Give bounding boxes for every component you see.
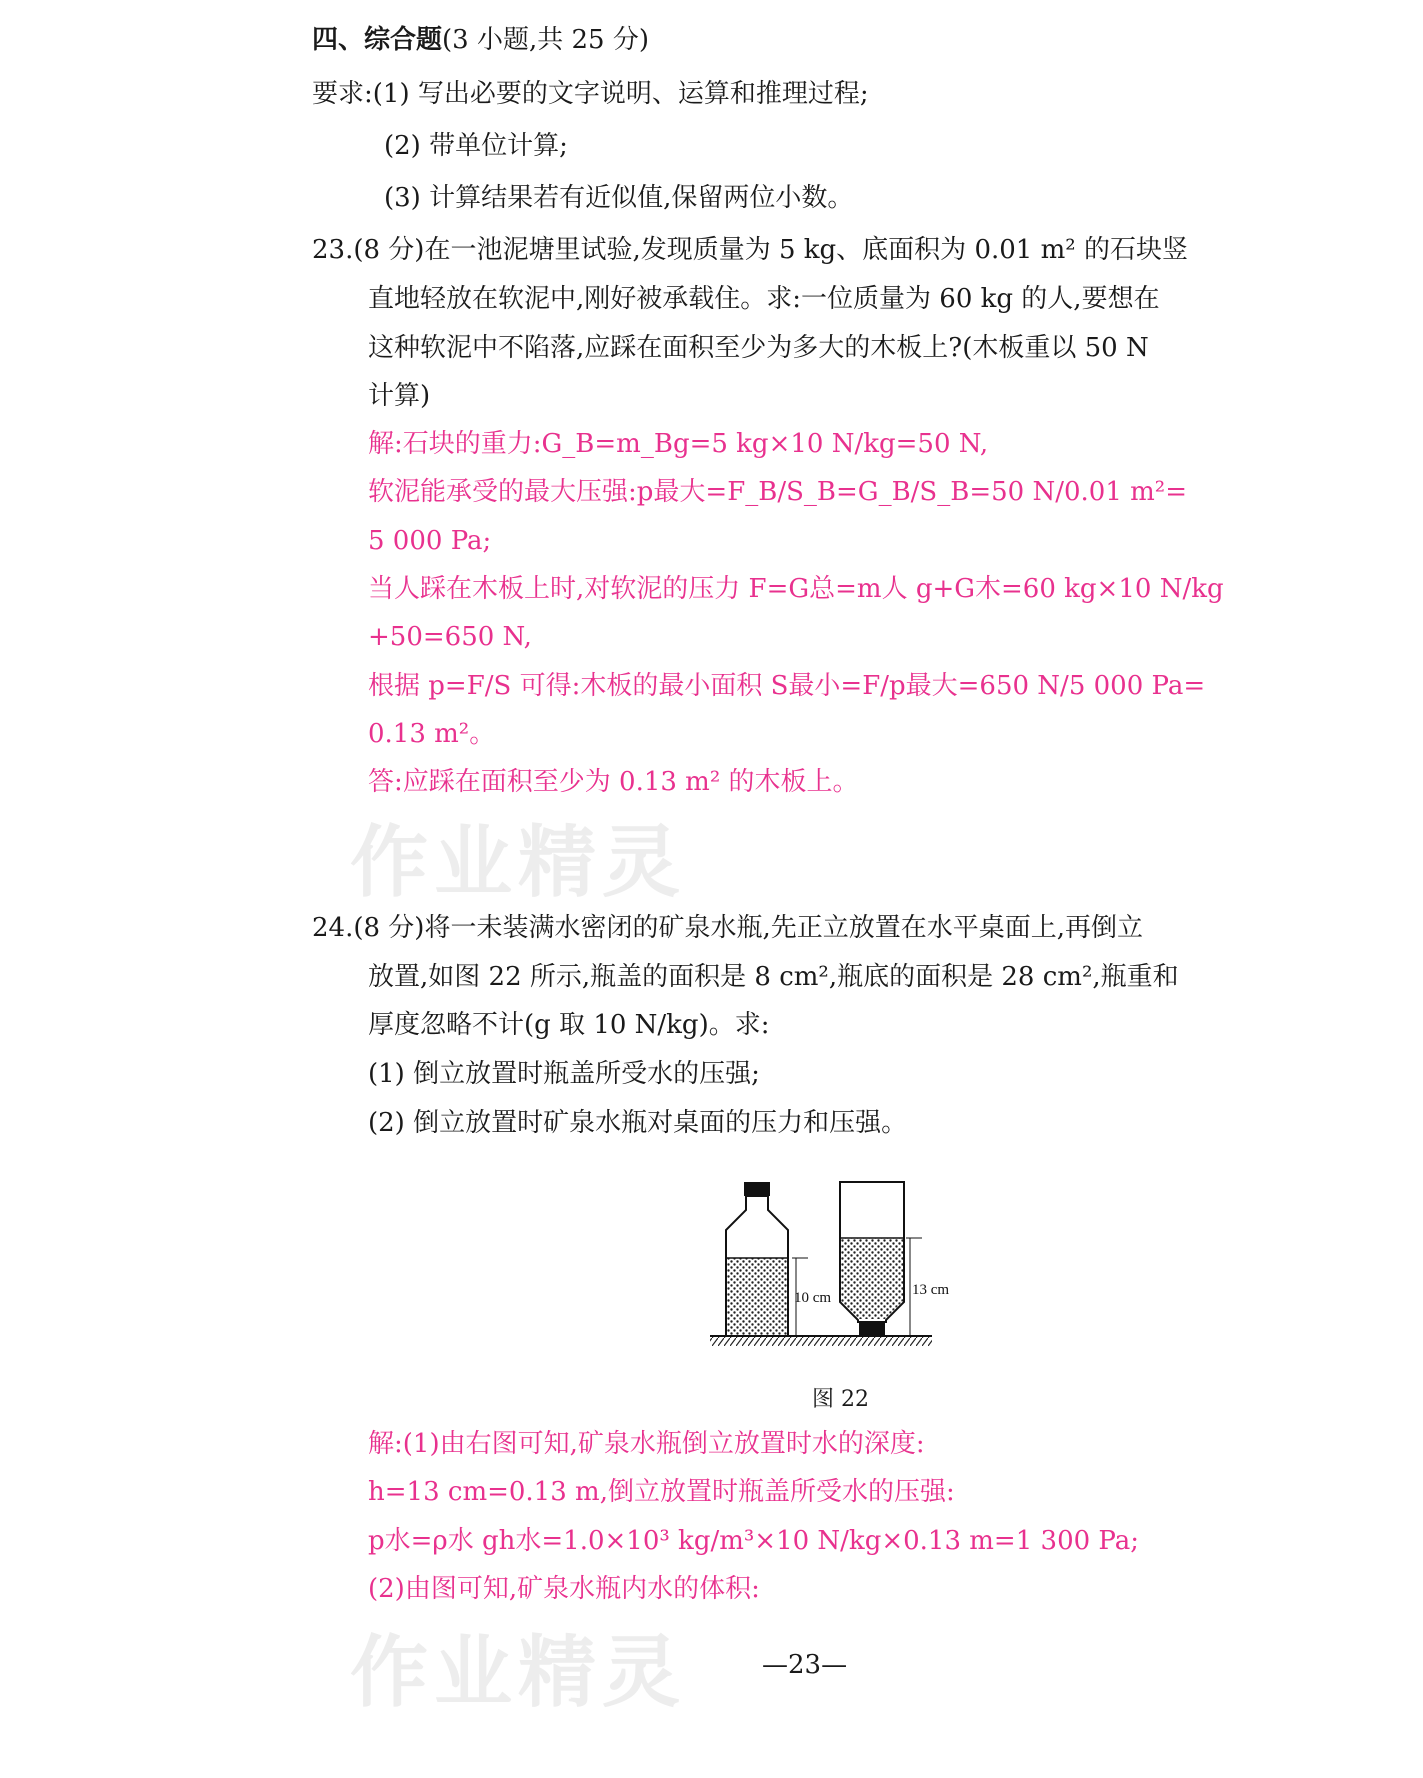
q23-answer-3: 5 000 Pa;: [368, 526, 492, 556]
requirement-2: (2) 带单位计算;: [384, 131, 568, 161]
q23-line-3: 这种软泥中不陷落,应踩在面积至少为多大的木板上?(木板重以 50 N: [368, 333, 1149, 363]
q24-line-5: (2) 倒立放置时矿泉水瓶对桌面的压力和压强。: [368, 1108, 908, 1138]
upright-water: [727, 1258, 787, 1335]
q23-line-1: 23.(8 分)在一池泥塘里试验,发现质量为 5 kg、底面积为 0.01 m² 的石块竖: [312, 235, 1188, 265]
q24-answer-4: (2)由图可知,矿泉水瓶内水的体积:: [368, 1574, 760, 1604]
inverted-water: [841, 1238, 903, 1319]
q23-answer-6: 根据 p=F/S 可得:木板的最小面积 S最小=F/p最大=650 N/5 000 Pa=: [368, 671, 1206, 701]
q23-answer-7: 0.13 m²。: [368, 719, 496, 749]
watermark-bottom: 作业精灵: [350, 1628, 687, 1718]
q24-line-1: 24.(8 分)将一未装满水密闭的矿泉水瓶,先正立放置在水平桌面上,再倒立: [312, 913, 1143, 943]
upright-cap: [744, 1182, 770, 1196]
q23-answer-8: 答:应踩在面积至少为 0.13 m² 的木板上。: [368, 767, 859, 797]
q24-answer-1: 解:(1)由右图可知,矿泉水瓶倒立放置时水的深度:: [368, 1429, 925, 1459]
figure-22-bottles: [700, 1170, 970, 1370]
inverted-cap: [859, 1322, 885, 1336]
q24-line-4: (1) 倒立放置时瓶盖所受水的压强;: [368, 1059, 760, 1089]
q23-answer-5: +50=650 N,: [368, 622, 532, 652]
page-number: —23—: [762, 1650, 848, 1680]
section-header: [312, 24, 649, 56]
section-title: 四、综合题: [312, 25, 443, 55]
label-10cm: 10 cm: [794, 1290, 832, 1306]
label-13cm: 13 cm: [912, 1282, 950, 1298]
q24-line-2: 放置,如图 22 所示,瓶盖的面积是 8 cm²,瓶底的面积是 28 cm²,瓶重和: [368, 962, 1179, 992]
figure-caption: 图 22: [812, 1387, 869, 1412]
section-score: (3 小题,共 25 分): [442, 25, 649, 55]
requirement-3: (3) 计算结果若有近似值,保留两位小数。: [384, 183, 854, 213]
q23-answer-2: 软泥能承受的最大压强:p最大=F_B/S_B=G_B/S_B=50 N/0.01 m²=: [368, 477, 1188, 507]
q24-answer-2: h=13 cm=0.13 m,倒立放置时瓶盖所受水的压强:: [368, 1477, 955, 1507]
q23-line-4: 计算): [368, 381, 431, 411]
q23-answer-1: 解:石块的重力:G_B=m_Bg=5 kg×10 N/kg=50 N,: [368, 429, 989, 459]
q24-line-3: 厚度忽略不计(g 取 10 N/kg)。求:: [368, 1010, 770, 1040]
q23-answer-4: 当人踩在木板上时,对软泥的压力 F=G总=m人 g+G木=60 kg×10 N/kg: [368, 574, 1224, 604]
ground-hatch: [710, 1337, 932, 1346]
requirement-1: 要求:(1) 写出必要的文字说明、运算和推理过程;: [312, 79, 869, 109]
watermark-top: 作业精灵: [350, 818, 687, 908]
q24-answer-3: p水=ρ水 gh水=1.0×10³ kg/m³×10 N/kg×0.13 m=1 300 Pa;: [368, 1526, 1139, 1556]
q23-line-2: 直地轻放在软泥中,刚好被承载住。求:一位质量为 60 kg 的人,要想在: [368, 284, 1160, 314]
